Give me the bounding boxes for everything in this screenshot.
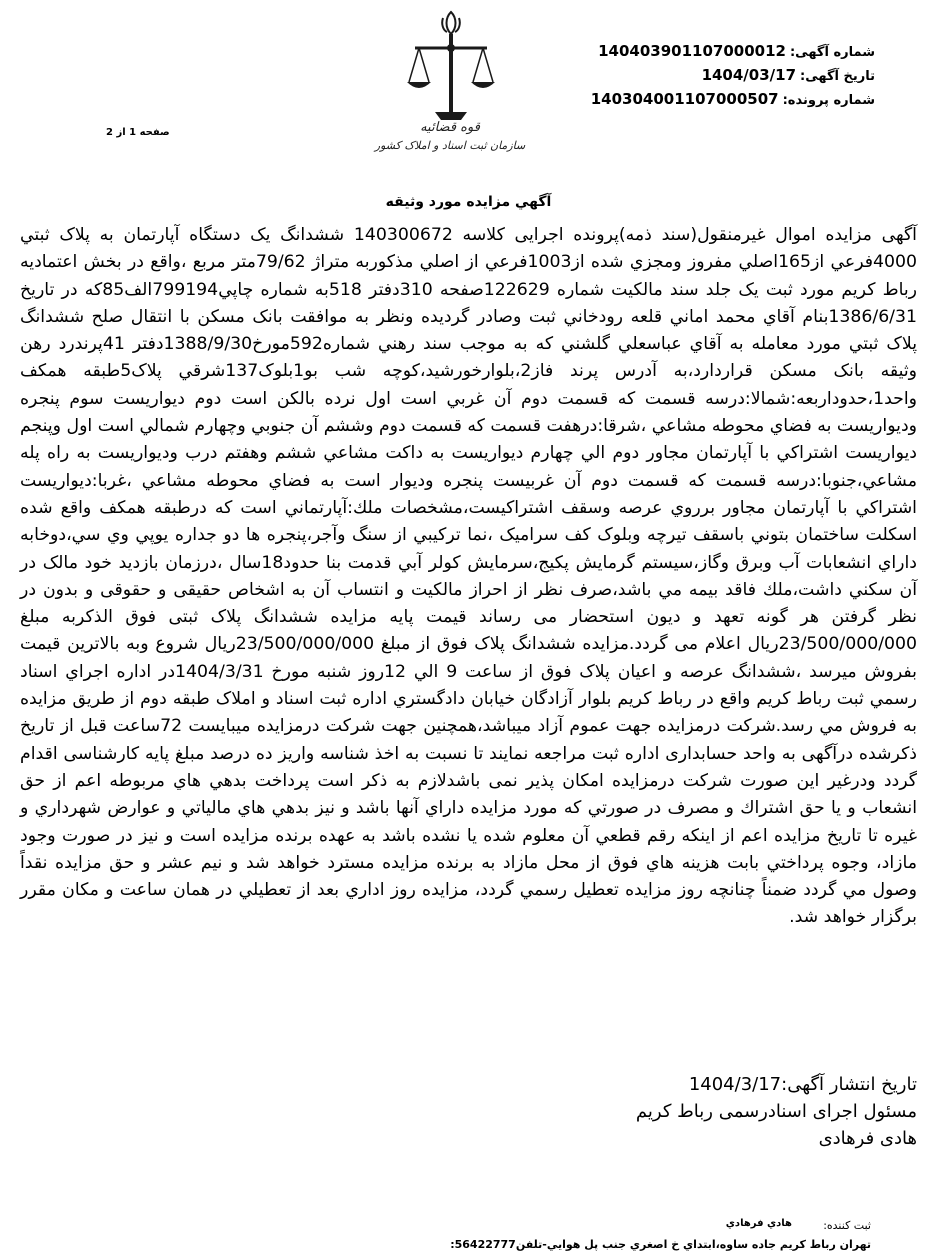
notice-number-label: شماره آگهی: — [789, 45, 875, 60]
file-number-label: شماره پرونده: — [782, 93, 875, 108]
notice-body: آگهی مزایده اموال غیرمنقول(سند ذمه)پرونده اجرایی کلاسه 140300672 ششدانگ یک دستگاه آپارتمان به پلاک ثبتي 4000فرعي از165اصلي مفروز ومجزي شده از1003فرعي از اصلي مذكوربه متراژ 79/62متر مربع ،واقع در بخش اعتماديه رباط كريم مورد ثبت يک جلد سند مالکيت شماره 122629صفحه 310دفتر 518به شماره چاپي799194الف85كه در تاريخ 1386/6/31بنام آقاي محمد اماني قلعه رودخاني ثبت وصادر گرديده ونظر به موافقت بانک مسکن با انتقال صلح ششدانگ پلاک ثبتي مورد معامله به آقاي عباسعلي گلشني كه به موجب سند رهني شماره592مورخ1388/9/30دفتر 41پرندرد رهن وثيقه بانک مسکن قراردارد،به آدرس پرند فاز2،بلوارخورشيد،کوچه شب بو1بلوک137شرقي پلاک5طبقه همكف واحد1،حدوداربعه:شمالا:درسه قسمت كه قسمت دوم آن غربي است اول نرده بالكن است دوم ديواريست سوم پنجره وديواريست به فضاي محوطه مشاعي ،شرقا:درهفت قسمت كه قسمت دوم وششم آن جنوبي وچهارم شمالي است اول وپنجم ديواريست اشتراكي با آپارتمان مجاور دوم الي چهارم ديواريست به داكت مشاعي ششم وهفتم درب وديواريست به راه پله مشاعي،جنوبا:درسه قسمت كه قسمت دوم آن غربيست پنجره وديوار است به فضاي محوطه مشاعي ،غربا:ديواريست اشتراكي با آپارتمان مجاور برروي عرصه وسقف اشتراكيست،مشخصات ملك:آپارتماني است كه درطبقه همكف واقع شده اسكلت ساختمان بتوني باسقف تيرچه وبلوک كف سراميک ،نما تركيبي از سنگ وآجر،پنجره ها دو جداره يوپي وي سي،دوخابه داراي انشعابات آب وبرق وگاز،سيستم گرمايش پكيج،سرمايش كولر آبي قدمت بنا حدود18سال ،درزمان بازديد خود مالک در آن سكني داشت،ملك فاقد بيمه مي باشد،صرف نظر از احراز مالکیت و انتساب آن به اشخاص حقیقی و حقوقی و بدون در نظر گرفتن هر گونه تعهد و دیون استحضار می رساند قیمت پایه مزایده ششدانگ پلاک ثبتی فوق الذکربه مبلغ 23/500/000/000ریال اعلام می گردد.مزایده ششدانگ پلاک فوق از مبلغ 23/500/000/000ريال شروع وبه بالاترين قيمت بفروش ميرسد ،ششدانگ عرصه و اعيان پلاک فوق از ساعت 9 الي 12روز شنبه مورخ 1404/3/31در اداره اجراي اسناد رسمي ثبت رباط كريم واقع در رباط كريم بلوار آزادگان خيابان دادگستري اداره ثبت اسناد و املاک طبقه دوم از طريق مزايده به فروش مي رسد.شركت درمزايده جهت عموم آزاد ميباشد،همچنين جهت شركت درمزايده ميبايست 72ساعت قبل از تاريخ ذكرشده درآگهی به واحد حسابداری اداره ثبت مراجعه نمايند تا نسبت به اخذ شناسه واريز ده درصد مبلغ پايه كارشناسی اقدام گردد ودرغير اين صورت شركت درمزايده امكان پذير نمی باشدلازم به ذکر است پرداخت بدهي هاي مربوطه اعم از حق انشعاب و يا حق اشتراك و مصرف در صورتي كه مورد مزايده داراي آنها باشد و نيز بدهي هاي مالياتي و عوارض شهرداري و غيره تا تاريخ مزايده اعم از اينكه رقم قطعي آن معلوم شده يا نشده باشد به عهده برنده مزايده است و نيز در صورت وجود مازاد، وجوه پرداختي بابت هزينه هاي فوق از محل مازاد به برنده مزايده مسترد خواهد شد و نيم عشر و حق مزايده نقداً وصول مي گردد ضمناً چنانچه روز مزايده تعطيل رسمي گردد، مزايده روز اداري بعد از تعطيلي در همان ساعت و مكان مقرر برگزار خواهد شد. — [20, 225, 918, 928]
file-number-row — [591, 88, 875, 112]
notice-date-label: تاریخ آگهی: — [800, 69, 875, 84]
emblem-caption-line2: سازمان ثبت اسناد و املاک کشور — [374, 139, 526, 152]
notice-number: 140403901107000012 — [598, 42, 786, 60]
registrar-name: هادي فرهادي — [725, 1218, 792, 1229]
notice-date: 1404/03/17 — [701, 66, 797, 84]
registrar-label: ثبت کننده: — [823, 1219, 871, 1232]
emblem-caption-line1: قوه قضائیه — [420, 120, 480, 135]
file-number: 140304001107000507 — [590, 90, 779, 108]
notice-header — [591, 40, 875, 112]
official-name: هادی فرهادی — [818, 1128, 917, 1149]
official-title: مسئول اجرای اسنادرسمی رباط کریم — [635, 1101, 917, 1122]
notice-number-row — [591, 40, 875, 64]
document-title: آگهي مزايده مورد وثيقه — [385, 194, 552, 210]
publish-date: تاریخ انتشار آگهی:1404/3/17 — [688, 1074, 917, 1095]
office-address: تهران رباط كريم جاده ساوه،ابتداي خ اصغري جنب پل هوايي-تلفن56422777: — [450, 1238, 871, 1251]
signoff-block — [636, 1071, 917, 1152]
page-indicator: صفحه 1 از 2 — [106, 127, 170, 138]
emblem-caption — [370, 120, 530, 152]
notice-date-row — [591, 64, 875, 88]
